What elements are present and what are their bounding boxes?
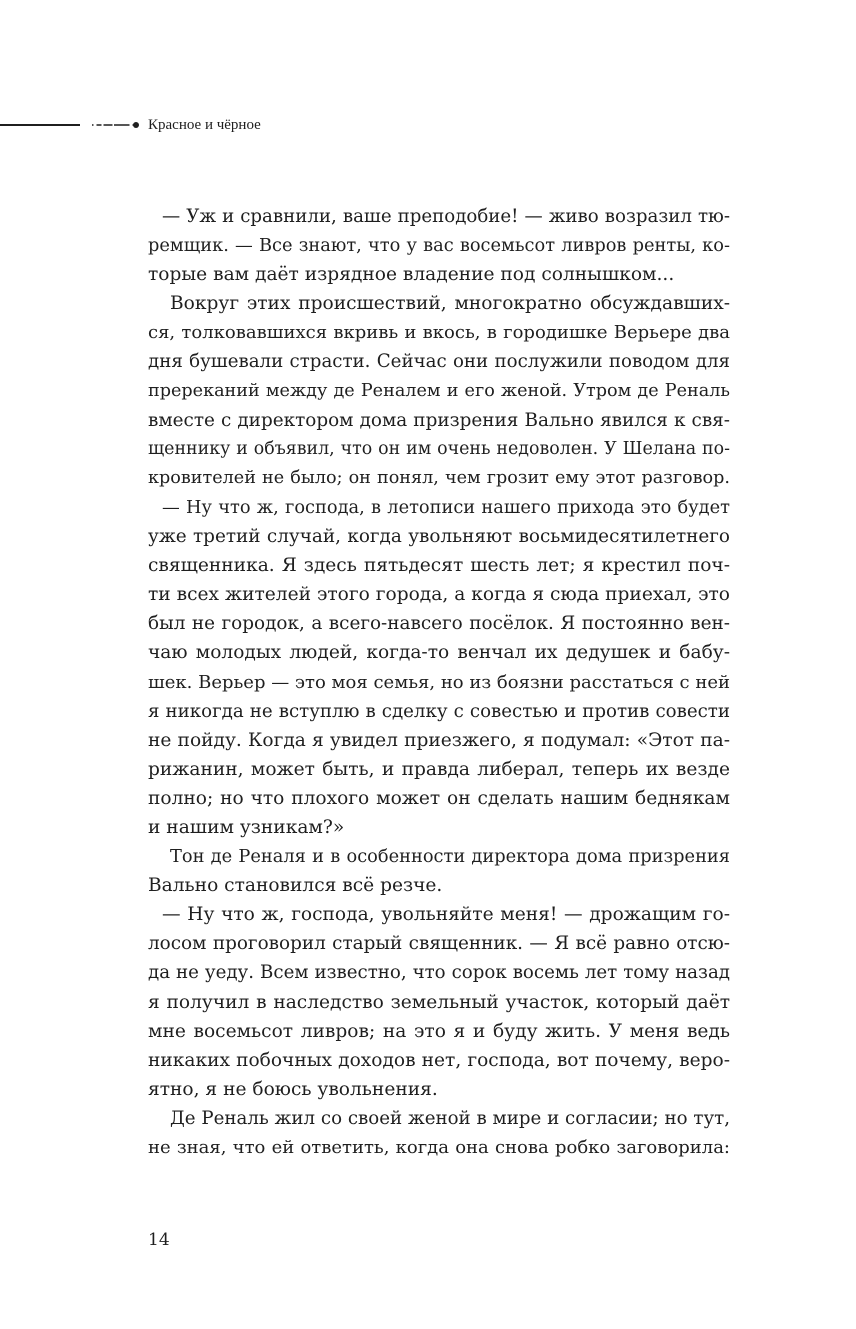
text-line: — Ну что ж, господа, в летописи нашего прихода это будет	[162, 496, 730, 518]
text-line: да не уеду. Всем известно, что сорок восемь лет тому назад	[148, 962, 730, 984]
text-line: Вально становился всё резче.	[148, 875, 443, 897]
text-line: я получил в наследство земельный участок, который даёт	[148, 991, 730, 1013]
text-line: ти всех жителей этого города, а когда я сюда приехал, это	[148, 584, 730, 606]
text-line: шек. Верьер — это моя семья, но из боязни расстаться с ней	[148, 671, 730, 693]
text-line: рижанин, может быть, и правда либерал, теперь их везде	[148, 758, 730, 780]
text-line: — Ну что ж, господа, увольняйте меня! — дрожащим го-	[162, 904, 730, 926]
text-line: мне восемьсот ливров; на это я и буду жить. У меня ведь	[148, 1020, 730, 1042]
text-line: не зная, что ей ответить, когда она снова робко заговорила:	[148, 1137, 730, 1158]
body-text	[148, 202, 730, 1162]
text-line: дня бушевали страсти. Сейчас они послужили поводом для	[148, 351, 730, 373]
text-line: лосом проговорил старый священник. — Я всё равно отсю-	[148, 933, 730, 955]
text-line: не пойду. Когда я увидел приезжего, я подумал: «Этот па-	[148, 729, 730, 751]
running-header	[0, 114, 400, 136]
text-line: — Уж и сравнили, ваше преподобие! — живо возразил тю-	[162, 206, 730, 227]
text-line: ятно, я не боюсь увольнения.	[148, 1078, 438, 1100]
text-line: я никогда не вступлю в сделку с совестью и против совести	[148, 700, 730, 722]
text-line: священника. Я здесь пятьдесят шесть лет; я крестил поч-	[148, 555, 730, 577]
text-line: Тон де Реналя и в особенности директора дома призрения	[170, 846, 730, 868]
text-line: ремщик. — Все знают, что у вас восемьсот ливров ренты, ко-	[148, 235, 730, 257]
header-ornament-icon	[92, 119, 140, 131]
text-line: Вокруг этих происшествий, многократно обсуждавших-	[170, 293, 730, 315]
text-line: и нашим узникам?»	[148, 816, 345, 838]
book-title: Красное и чёрное	[148, 117, 261, 133]
header-rule	[0, 124, 80, 126]
page-number: 14	[148, 1230, 170, 1250]
text-line: никаких побочных доходов нет, господа, вот почему, веро-	[148, 1049, 730, 1071]
text-line: щеннику и объявил, что он им очень недоволен. У Шелана по-	[148, 438, 730, 459]
text-line: пререканий между де Реналем и его женой. Утром де Реналь	[148, 380, 730, 401]
text-line: полно; но что плохого может он сделать нашим беднякам	[148, 787, 730, 809]
text-line: чаю молодых людей, когда-то венчал их дедушек и бабу-	[148, 642, 730, 664]
text-line: вместе с директором дома призрения Вально явился к свя-	[148, 409, 730, 431]
text-line: кровителей не было; он понял, чем грозит ему этот разговор.	[148, 467, 730, 488]
text-line: уже третий случай, когда увольняют восьмидесятилетнего	[148, 526, 730, 548]
text-line: был не городок, а всего-навсего посёлок. Я постоянно вен-	[148, 613, 730, 635]
text-line: Де Реналь жил со своей женой в мире и согласии; но тут,	[170, 1107, 730, 1129]
text-line: торые вам даёт изрядное владение под солнышком...	[148, 264, 675, 286]
text-line: ся, толковавшихся вкривь и вкось, в городишке Верьере два	[148, 322, 730, 344]
